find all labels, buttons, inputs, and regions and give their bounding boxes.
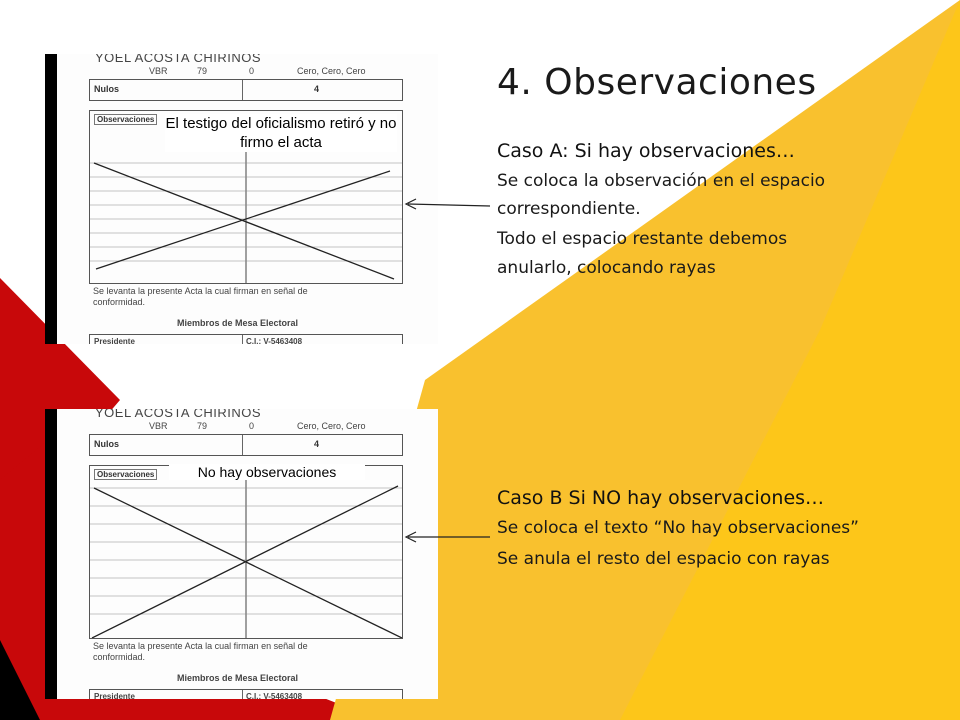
candidate-name: YOEL ACOSTA CHIRINOS: [95, 54, 262, 65]
divider: [242, 435, 243, 455]
nulos-label: Nulos: [94, 84, 120, 94]
presidente-label: Presidente: [94, 692, 135, 699]
members-title: Miembros de Mesa Electoral: [177, 673, 299, 683]
divider: [242, 335, 243, 344]
nulos-value: 4: [314, 84, 320, 94]
divider: [242, 690, 243, 699]
presidente-label: Presidente: [94, 337, 135, 344]
case-a-line: correspondiente.: [497, 199, 641, 219]
observaciones-label: Observaciones: [94, 469, 157, 480]
case-a-line: anularlo, colocando rayas: [497, 258, 716, 278]
footer-text: Se levanta la presente Acta la cual firman en señal de conformidad.: [93, 286, 308, 307]
vbr-zero: 0: [249, 421, 255, 431]
slide-title: 4. Observaciones: [497, 62, 817, 103]
divider: [242, 80, 243, 100]
nulos-value: 4: [314, 439, 320, 449]
vbr-label: VBR: [149, 421, 168, 431]
observaciones-box: [89, 465, 403, 639]
case-b-heading: Caso B Si NO hay observaciones…: [497, 487, 825, 509]
acta-image-case-b: [45, 409, 438, 699]
footer-text: Se levanta la presente Acta la cual firman en señal de conformidad.: [93, 641, 308, 662]
vbr-label: VBR: [149, 66, 168, 76]
case-a-line: Todo el espacio restante debemos: [497, 229, 788, 249]
arrow-left-icon: [400, 529, 492, 545]
presidente-row: [89, 334, 403, 344]
presidente-ci: C.I.: V-5463408: [246, 692, 303, 699]
case-b-line: Se coloca el texto “No hay observaciones”: [497, 518, 859, 538]
observaciones-label: Observaciones: [94, 114, 157, 125]
case-b-line: Se anula el resto del espacio con rayas: [497, 549, 830, 569]
observation-note: El testigo del oficialismo retiró y no firmo el acta: [165, 115, 397, 151]
nulos-row: [89, 79, 403, 101]
presidente-ci: C.I.: V-5463408: [246, 337, 303, 344]
observation-note: No hay observaciones: [169, 464, 365, 480]
vbr-text: Cero, Cero, Cero: [297, 66, 366, 76]
vbr-text: Cero, Cero, Cero: [297, 421, 366, 431]
arrow-left-icon: [400, 196, 492, 214]
acta-image-case-a: [45, 54, 438, 344]
vbr-zero: 0: [249, 66, 255, 76]
case-a-line: Se coloca la observación en el espacio: [497, 171, 826, 191]
vbr-number: 79: [197, 421, 208, 431]
members-title: Miembros de Mesa Electoral: [177, 318, 299, 328]
candidate-name: YOEL ACOSTA CHIRINOS: [95, 409, 262, 420]
vbr-number: 79: [197, 66, 208, 76]
presidente-row: [89, 689, 403, 699]
case-a-heading: Caso A: Si hay observaciones…: [497, 140, 795, 162]
nulos-label: Nulos: [94, 439, 120, 449]
nulos-row: [89, 434, 403, 456]
crossed-lines: [90, 466, 402, 638]
